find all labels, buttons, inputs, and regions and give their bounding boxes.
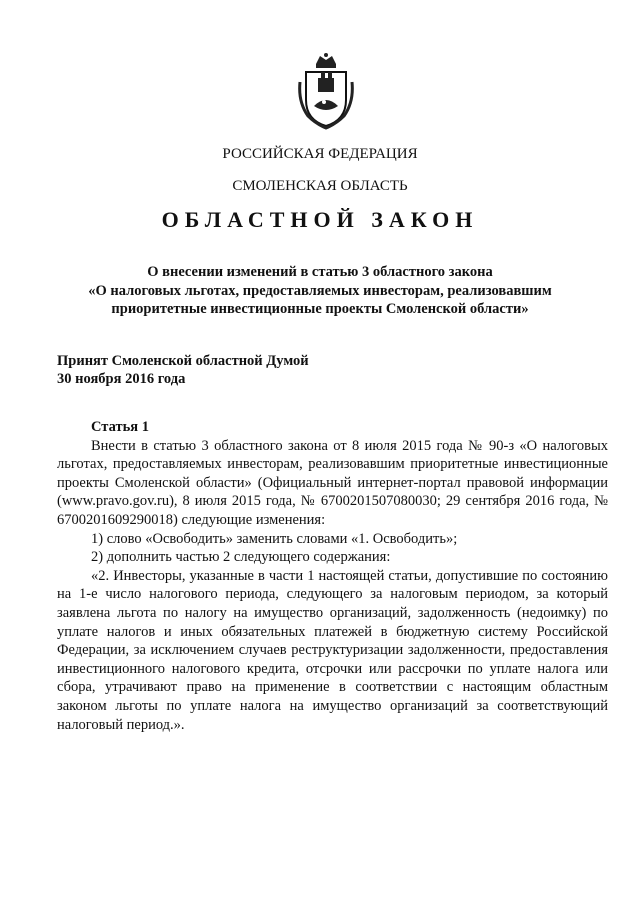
amendment-item-1: 1) слово «Освободить» заменить словами «1. Освободить»; xyxy=(91,530,458,547)
law-title-line: приоритетные инвестиционные проекты Смоленской области» xyxy=(111,301,529,317)
new-part-2-text: «2. Инвесторы, указанные в части 1 настоящей статьи, допустившие по состоянию на 1-е число налогового периода, следующего за налоговым периодом, за который заявлена льгота по налогу на имущество организаций, задолженность (недоимку) по уплате налогов и иных обязательных платежей в бюджетную систему Российской Федерации, за исключением случаев реструктуризации задолженности, предоставления инвестиционного налогового кредита, отсрочки или рассрочки по уплате налога или сбора, утрачивают право на применение в соответствии с настоящим областным законом льготы по уплате налога на имущество организаций за соответствующий налоговый период.». xyxy=(57,567,608,733)
law-title-line: О внесении изменений в статью 3 областного закона xyxy=(147,264,493,280)
document-type-heading: ОБЛАСТНОЙ ЗАКОН xyxy=(161,207,479,232)
region-heading: СМОЛЕНСКАЯ ОБЛАСТЬ xyxy=(232,178,408,194)
law-title xyxy=(0,263,640,319)
article-body xyxy=(57,418,608,734)
adoption-date: 30 ноября 2016 года xyxy=(57,371,186,387)
article-intro-paragraph: Внести в статью 3 областного закона от 8 июля 2015 года № 90-з «О налоговых льготах, предоставляемых инвесторам, реализовавшим приоритетные инвестиционные проекты Смоленской области» (Официальный интернет-портал правовой информации (www.pravo.gov.ru), 8 июля 2015 года, № 6700201507080030; 29 сентября 2016 года, № 6700201609290018) следующие изменения: xyxy=(57,437,608,528)
law-title-line: «О налоговых льготах, предоставляемых инвесторам, реализовавшим xyxy=(88,282,552,299)
country-heading: РОССИЙСКАЯ ФЕДЕРАЦИЯ xyxy=(222,146,418,162)
amendment-item-2: 2) дополнить частью 2 следующего содержания: xyxy=(91,549,391,566)
adoption-info xyxy=(57,352,309,388)
coat-of-arms-emblem xyxy=(294,52,358,130)
article-heading: Статья 1 xyxy=(91,419,149,435)
adoption-body: Принят Смоленской областной Думой xyxy=(57,353,309,369)
